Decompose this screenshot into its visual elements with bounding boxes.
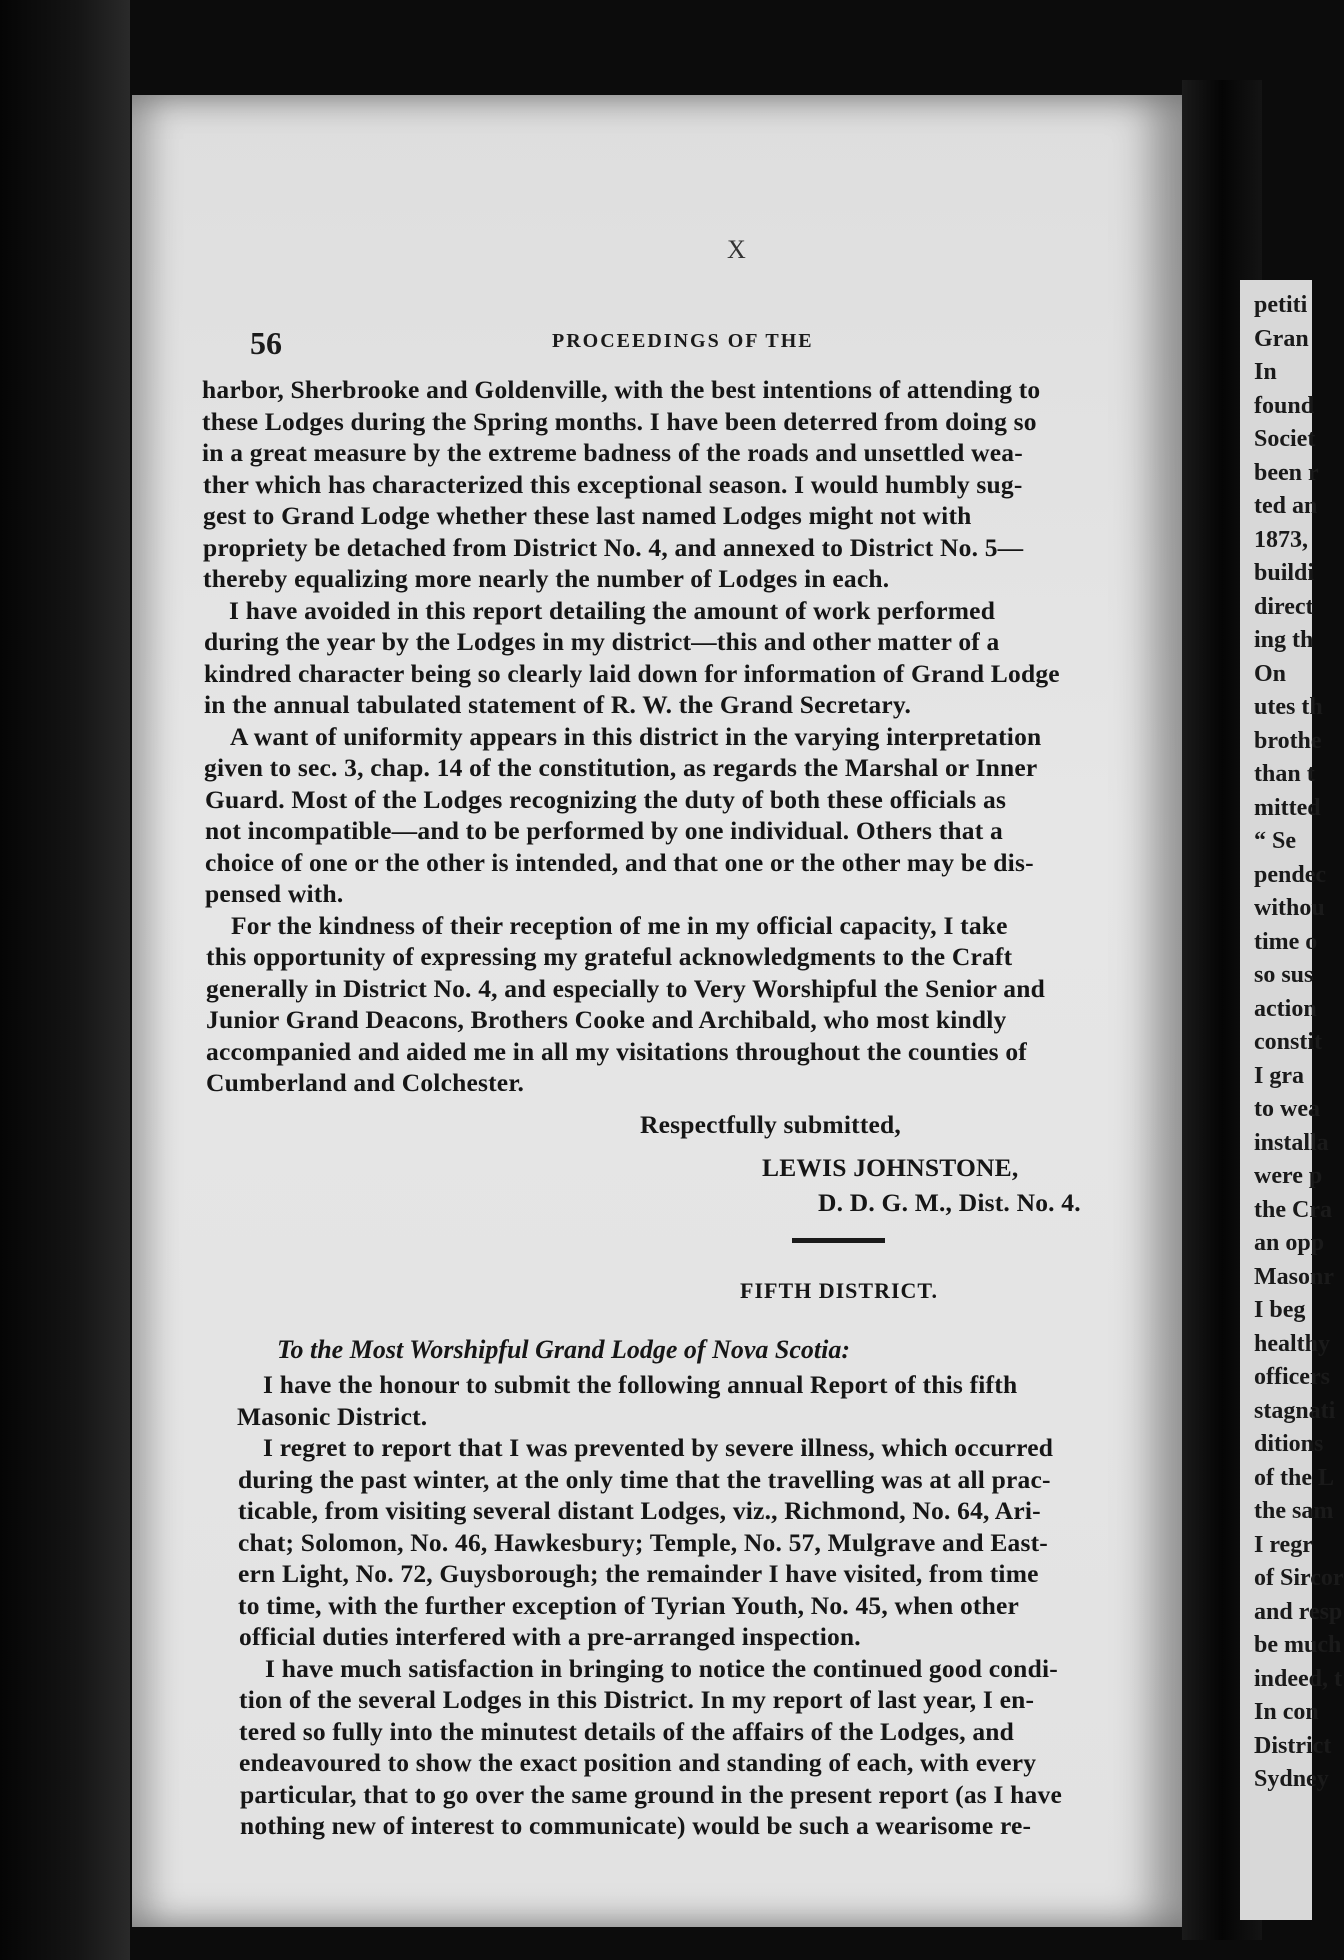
text-line: given to sec. 3, chap. 14 of the constitution, as regards the Marshal or Inner	[204, 753, 1038, 782]
text-line: I have much satisfaction in bringing to notice the continued good condi-	[265, 1653, 1058, 1683]
text-line: in a great measure by the extreme badness of the roads and unsettled wea-	[202, 438, 1023, 467]
text-line: during the year by the Lodges in my district—this and other matter of a	[204, 627, 1000, 656]
text-line: choice of one or the other is intended, and that one or the other may be dis-	[205, 847, 1034, 877]
adjacent-page-fragment	[1240, 280, 1344, 1920]
adjacent-page-text: Gran	[1254, 325, 1309, 352]
adjacent-page-text: buildi	[1254, 560, 1315, 586]
text-line: official duties interfered with a pre-arranged inspection.	[239, 1622, 861, 1651]
text-line: ticable, from visiting several distant Lodges, viz., Richmond, No. 64, Ari-	[238, 1496, 1041, 1525]
text-line: propriety be detached from District No. 4, and annexed to District No. 5—	[203, 532, 1024, 562]
adjacent-page-text: Societ	[1254, 426, 1316, 452]
closing-line: Respectfully submitted,	[640, 1110, 902, 1139]
running-head: PROCEEDINGS OF THE	[552, 330, 814, 352]
text-line: tion of the several Lodges in this District. In my report of last year, I en-	[239, 1685, 1035, 1714]
text-line: Junior Grand Deacons, Brothers Cooke and Archibald, who most kindly	[206, 1005, 1007, 1034]
address-line: To the Most Worshipful Grand Lodge of Nova Scotia:	[277, 1335, 851, 1364]
signature-title: D. D. G. M., Dist. No. 4.	[818, 1188, 1081, 1217]
text-line: pensed with.	[205, 879, 344, 908]
adjacent-page-text: District	[1254, 1732, 1332, 1759]
margin-mark: X	[727, 235, 746, 264]
text-line: generally in District No. 4, and especially to Very Worshipful the Senior and	[206, 973, 1045, 1003]
adjacent-page-text: constit	[1254, 1029, 1322, 1055]
adjacent-page-text: I gra	[1254, 1062, 1304, 1089]
text-line: ther which has characterized this exceptional season. I would humbly sug-	[203, 469, 1023, 499]
adjacent-page-text: and resp	[1254, 1598, 1343, 1625]
text-line: ern Light, No. 72, Guysborough; the remainder I have visited, from time	[238, 1559, 1039, 1588]
text-line: kindred character being so clearly laid down for information of Grand Lodge	[204, 658, 1060, 688]
book-binding-left	[0, 0, 130, 1960]
adjacent-page-text: of Sircor	[1254, 1565, 1344, 1591]
text-line: gest to Grand Lodge whether these last named Lodges might not with	[203, 501, 972, 530]
adjacent-page-text: action	[1254, 995, 1317, 1022]
adjacent-page-text: I beg	[1254, 1297, 1306, 1323]
adjacent-page-text: an opp	[1254, 1230, 1325, 1256]
text-line: this opportunity of expressing my grateful acknowledgments to the Craft	[206, 942, 1013, 971]
text-line: accompanied and aided me in all my visitations throughout the counties of	[206, 1036, 1027, 1066]
adjacent-page-text: Sydney	[1254, 1766, 1329, 1792]
adjacent-page-text: ditions	[1254, 1431, 1324, 1457]
adjacent-page-text: the Cra	[1254, 1196, 1332, 1223]
adjacent-page-text: mitted	[1254, 794, 1321, 821]
text-line: tered so fully into the minutest details of the affairs of the Lodges, and	[239, 1716, 1015, 1746]
adjacent-page-text: 1873,	[1254, 526, 1308, 553]
text-line: thereby equalizing more nearly the number of Lodges in each.	[203, 564, 890, 593]
adjacent-page-text: On	[1254, 660, 1287, 687]
adjacent-page-text: brothe	[1254, 727, 1322, 754]
text-line: nothing new of interest to communicate) would be such a wearisome re-	[240, 1811, 1032, 1840]
adjacent-page-text: be much	[1254, 1632, 1342, 1658]
text-line: particular, that to go over the same ground in the present report (as I have	[240, 1779, 1062, 1809]
text-line: harbor, Sherbrooke and Goldenville, with the best intentions of attending to	[202, 375, 1041, 404]
document-page	[132, 95, 1182, 1927]
adjacent-page-text: officers	[1254, 1364, 1330, 1390]
adjacent-page-text: time o	[1254, 928, 1318, 955]
adjacent-page-text: In	[1254, 359, 1277, 385]
adjacent-page-text: In con	[1254, 1699, 1319, 1725]
adjacent-page-text: “ Se	[1254, 828, 1296, 854]
adjacent-page-text: withou	[1254, 895, 1325, 921]
page-number: 56	[250, 325, 282, 361]
text-line: during the past winter, at the only time that the travelling was at all prac-	[238, 1464, 1051, 1494]
text-line: Cumberland and Colchester.	[206, 1068, 525, 1097]
adjacent-page-text: ted an	[1254, 493, 1318, 519]
adjacent-page-text: ing th	[1254, 627, 1314, 653]
text-line: A want of uniformity appears in this district in the varying interpretation	[230, 721, 1042, 751]
text-line: chat; Solomon, No. 46, Hawkesbury; Temple, No. 57, Mulgrave and East-	[238, 1527, 1049, 1557]
adjacent-page-text: Masonr	[1254, 1263, 1334, 1290]
text-line: I regret to report that I was prevented by severe illness, which occurred	[263, 1433, 1054, 1462]
text-line: I have avoided in this report detailing the amount of work performed	[229, 595, 996, 625]
section-divider	[792, 1238, 885, 1243]
adjacent-page-text: were p	[1254, 1163, 1323, 1189]
adjacent-page-text: utes th	[1254, 694, 1323, 720]
text-line: endeavoured to show the exact position and standing of each, with every	[239, 1748, 1037, 1777]
adjacent-page-text: to wea	[1254, 1096, 1320, 1122]
adjacent-page-text: found	[1254, 392, 1315, 419]
text-line: Masonic District.	[237, 1401, 428, 1431]
adjacent-page-text: of the L	[1254, 1464, 1334, 1491]
text-line: not incompatible—and to be performed by one individual. Others that a	[205, 816, 1003, 845]
text-line: I have the honour to submit the following annual Report of this fifth	[263, 1370, 1018, 1399]
text-line: Guard. Most of the Lodges recognizing the duty of both these officials as	[205, 784, 1007, 814]
signature-name: LEWIS JOHNSTONE,	[762, 1153, 1019, 1182]
adjacent-page-text: so sus	[1254, 962, 1314, 988]
adjacent-page-text: pendec	[1254, 861, 1326, 888]
section-heading: FIFTH DISTRICT.	[740, 1278, 938, 1303]
adjacent-page-text: than t	[1254, 761, 1315, 787]
text-line: For the kindness of their reception of me in my official capacity, I take	[231, 910, 1008, 940]
adjacent-page-text: I regr	[1254, 1531, 1313, 1558]
text-line: to time, with the further exception of Tyrian Youth, No. 45, when other	[238, 1590, 1020, 1620]
adjacent-page-text: installa	[1254, 1129, 1329, 1156]
text-line: these Lodges during the Spring months. I have been deterred from doing so	[202, 406, 1037, 436]
adjacent-page-text: been r	[1254, 459, 1319, 486]
adjacent-page-text: indeed, t	[1254, 1665, 1343, 1692]
adjacent-page-text: stagnati	[1254, 1397, 1336, 1424]
text-line: in the annual tabulated statement of R. W. the Grand Secretary.	[204, 690, 912, 719]
adjacent-page-text: the sam	[1254, 1498, 1334, 1524]
adjacent-page-text: healthy	[1254, 1330, 1331, 1357]
adjacent-page-text: direct	[1254, 593, 1314, 620]
adjacent-page-text: petiti	[1254, 292, 1308, 318]
